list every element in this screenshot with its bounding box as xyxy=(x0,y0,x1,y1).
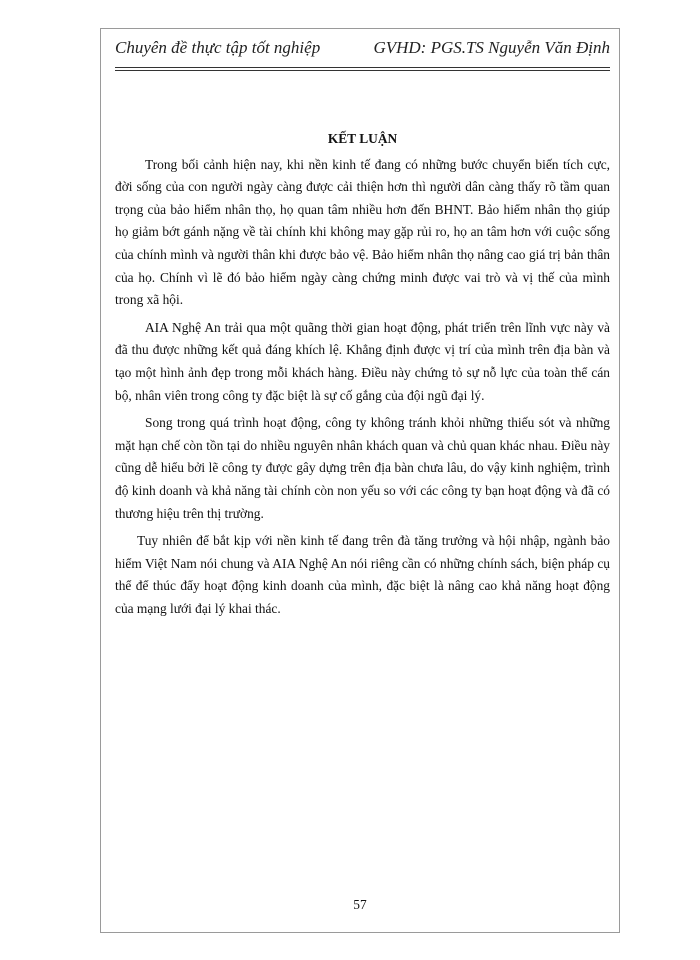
section-title: KẾT LUẬN xyxy=(327,131,398,146)
paragraph-4: Tuy nhiên để bắt kịp với nền kinh tế đang trên đà tăng trưởng và hội nhập, ngành bảo hiểm Việt Nam nói chung và AIA Nghệ An nói riêng cần có những chính sách, biện pháp cụ thể để thúc đẩy hoạt động kinh doanh của mình, đặc biệt là nâng cao khả năng hoạt động của mạng lưới đại lý khai thác. xyxy=(115,533,610,616)
header-rule xyxy=(115,67,610,68)
document-body xyxy=(115,128,610,625)
page-header xyxy=(115,38,610,66)
header-document-type: Chuyên đề thực tập tốt nghiệp xyxy=(115,38,321,57)
paragraph-2: AIA Nghệ An trải qua một quãng thời gian hoạt động, phát triển trên lĩnh vực này và đã thu được những kết quả đáng khích lệ. Khẳng định được vị trí của mình trên địa bàn và tạo một hình ảnh đẹp trong mỗi khách hàng. Điều này chứng tỏ sự nỗ lực của toàn thể cán bộ, nhân viên trong công ty đặc biệt là sự cố gắng của đội ngũ đại lý. xyxy=(115,319,610,403)
header-rule-secondary xyxy=(115,70,610,71)
header-advisor: GVHD: PGS.TS Nguyễn Văn Định xyxy=(373,38,610,57)
page-number: 57 xyxy=(353,897,367,912)
paragraph-3: Song trong quá trình hoạt động, công ty không tránh khỏi những thiếu sót và những mặt hạn chế còn tồn tại do nhiều nguyên nhân khách quan và chủ quan khác nhau. Điều này cũng dễ hiểu bởi lẽ công ty được gây dựng trên địa bàn chưa lâu, do vậy kinh nghiệm, trình độ kinh doanh và khả năng tài chính còn non yếu so với các công ty bạn hoạt động và đã có thương hiệu trên thị trường. xyxy=(115,415,610,521)
paragraph-1: Trong bối cảnh hiện nay, khi nền kinh tế đang có những bước chuyển biến tích cực, đời sống của con người ngày càng được cải thiện hơn thì người dân càng thấy rõ tầm quan trọng của bảo hiểm nhân thọ, họ quan tâm nhiều hơn đến BHNT. Bảo hiểm nhân thọ giúp họ giảm bớt gánh nặng về tài chính khi không may gặp rủi ro, họ an tâm hơn với cuộc sống của chính mình và người thân khi được bảo vệ. Bảo hiểm nhân thọ nâng cao giá trị bản thân của họ. Chính vì lẽ đó bảo hiểm ngày càng chứng minh được vai trò và vị thế của mình trong xã hội. xyxy=(115,156,610,308)
